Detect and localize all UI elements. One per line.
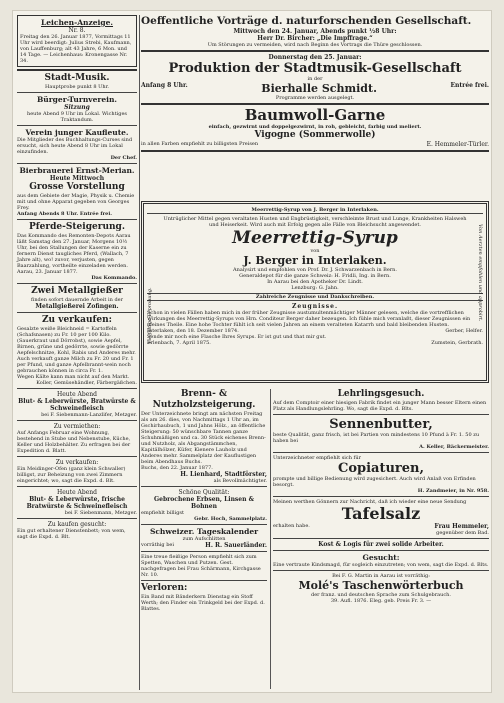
zeugnis2-name: Zumstein, Gerbrath.: [431, 340, 483, 346]
column-divider-2: [270, 389, 271, 689]
right-column: [273, 389, 489, 604]
brenn-sign: H. Lienhard, Stadtförster,: [180, 471, 267, 478]
stadt-musik-title: Stadt-Musik.: [44, 73, 110, 83]
tafel-title: Tafelsalz: [341, 504, 421, 523]
brenn-title: Brenn- & Nutzholzsteigerung.: [152, 389, 256, 410]
syrup-von: von: [310, 248, 320, 254]
tafel-erhalten: erhalten habe.: [273, 523, 310, 529]
vermiethen-text: Auf Anfangs Februar eine Wohnung, bestehend in Stube und Nebenstube, Küche, Keller und Holzbehälter. Zu erfragen bei der Expedition d. Blatt.: [17, 430, 131, 454]
sennen-title: Sennenbutter,: [329, 417, 433, 432]
tafel-sign2: gegenüber dem Bad.: [436, 530, 489, 536]
donnerstag: Donnerstag den 25. Januar:: [268, 54, 362, 61]
syrup-depot3: Lenzburg: G. Jahn.: [291, 285, 339, 291]
person-text: Eine treue fleißige Person empfiehlt sich zum Spetten, Waschen und Putzen. Gest. nachgefragen bei Frau Schärmann, Kirchgasse Nr. 10.: [141, 554, 261, 578]
sennen-sign: A. Keller, Bäckermeister.: [419, 444, 489, 450]
tageskalender: Schweizer. Tageskalender: [149, 527, 259, 536]
turnverein-sub: Sitzung: [64, 104, 90, 111]
zeugnis-title: Zeugnisse.: [291, 303, 339, 310]
zuverkaufen-2: Zu verkaufen:: [55, 459, 99, 466]
blutwurst-1-sign: bei F. Siebenmann-Lanzlifer, Metzger.: [41, 412, 137, 418]
syrup-depot2: In Aarau bei den Apotheker Dr. Lindt.: [267, 279, 363, 285]
syrup-analysed: Analysirt und empfohlen von Prof. Dr. J. Schwarzenbach in Bern.: [233, 267, 397, 273]
verkauf-text: Gesalzte weiße Bleichneid = Kartoffeln (Schafsnasen) zu Fr. 10 per 100 Kilo. (Sauerkraut und Dörrobst), sowie Aepfel, Birnen, grüne und gedörrte, sowie gedörrte Aepfelschnitze, Kohl, Rabis und Anderes mehr. Auch verkauft ganze Milch zu Fr. 20 und Fr. 1 per Pfund, und ganze Apfelbrannt-wein noch gebrauchen können in circa Fr. 1.: [17, 326, 136, 374]
zeugnis-sign: Interlaken, den 18. Dezember 1874.: [147, 328, 239, 334]
zeugnis-name: Gerber, Helfer.: [445, 328, 483, 334]
metall-firm: Metallgießerei Zofingen.: [35, 303, 119, 310]
copi-title: Copiaturen,: [337, 461, 425, 476]
lehrling-title: Lehrlingsgesuch.: [337, 389, 425, 399]
zeugnis2-place: Erlenbach, 7. April 1875.: [147, 340, 211, 346]
blutwurst-2: Blut- & Leberwürste, frische Bratwürste & Schweinefleisch: [26, 496, 128, 510]
copi-sign: H. Zandmeier, in Nr. 958.: [417, 488, 489, 494]
left-column: [17, 15, 137, 540]
middle-column: [141, 389, 267, 612]
vermiethen-title: Zu vermiethen:: [53, 423, 101, 430]
zeugnis-text: Schon in vielen Fällen haben mich in der früher Zeugnisse austumultenmächtiger Männer gelesen, welche die vortrefflichen Wirkungen des Meerrettig-Syrups von Hrn. Conditeur Berger daher bezeugen. Ich fühle mich veranlaßt, dieser Zeugnissen ein meines Theile. Eine hohe Tochter fühlt ich seit vielen Jahren an einem veralteten Katarrh und bald bleibenden Husten.: [147, 310, 471, 328]
copi-intro: Unterzeichneter empfiehlt sich für: [273, 455, 361, 461]
pferde-title: Pferde-Steigerung.: [29, 222, 125, 232]
moel-pre: Bei F. G. Martin in Aarau ist vorräthig:: [332, 573, 430, 579]
moel-text: der franz. und deutschen Sprache zum Schulgebrauch.: [311, 592, 451, 598]
verein-text: Die Mitglieder des Buchhaltungs-Curses sind ersucht, sich heute Abend 8 Uhr im Lokal einzufinden.: [17, 137, 133, 155]
brenn-date: Buchs, den 22. Januar 1877.: [141, 465, 213, 471]
top-section: [141, 15, 489, 154]
tafel-sign: Frau Hemmeler,: [434, 523, 489, 530]
zeugnis2: Sende mir noch eine Flasche Ihres Syrups. Er ist gut und that mir gut.: [147, 334, 327, 340]
verloren-text: Ein Band mit Bänderkern Dienstag ein Stoff Werth; den Finder ein Trinkgeld bei der Expd. d. Blattes.: [141, 594, 265, 612]
syrup-depot: Generaldepot für die ganze Schweiz: H. Fridli, Ing. in Bern.: [239, 273, 391, 279]
anfang: Anfang 8 Uhr.: [141, 82, 188, 89]
obituary-title: Leichen-Anzeige.: [40, 18, 114, 27]
turnverein-text: heute Abend 9 Uhr im Lokal. Wichtiges Traktandum.: [27, 111, 127, 123]
baumwoll-text: einfach, gezwirnt und doppelgezwirnt, in roh, gebleicht, farbig und meliert.: [208, 124, 422, 130]
pferde-sign: Das Kommando.: [91, 275, 137, 281]
sauerlaender: H. R. Sauerländer.: [205, 542, 267, 549]
bierhalle: Bierhalle Schmidt.: [261, 82, 377, 95]
in-der: in der: [307, 76, 323, 82]
heute-abend-2: Heute Abend: [57, 489, 97, 496]
vortraege-line3: Um Störungen zu vermeiden, wird nach Beginn des Vortrags die Thüre geschlossen.: [207, 42, 423, 48]
verkauf-title: Zu verkaufen:: [41, 315, 113, 325]
erbsen-sign: Gebr. Hoch, Sammelplatz.: [194, 516, 267, 522]
gesucht-text: Eine vertraute Kindsmagd, für sogleich einzutreten; von wem, sagt die Expd. d. Blts.: [273, 562, 489, 568]
vigogne-sign: E. Hemmeler-Türler.: [426, 141, 489, 148]
bierbrauerei-title: Bierbrauerei Ernst-Merian.: [19, 166, 135, 175]
bierbrauerei-sub: Heute Mittwoch: [49, 175, 105, 182]
kost-logis: Kost & Logis für zwei solide Arbeiter.: [318, 541, 444, 548]
syrup-advert: [141, 201, 489, 383]
turnverein-title: Bürger-Turnverein.: [36, 95, 118, 104]
obituary-number: Nr. 8.: [68, 27, 86, 34]
verkauf-sign: Koller, Gemüsehändler, Färbergäßchen.: [36, 380, 137, 386]
empfiehlt: empfiehlt billigst: [141, 510, 184, 516]
vigogne-text: in allen Farben empfiehlt zu billigsten Preisen: [141, 141, 259, 147]
blutwurst-2-sign: bei F. Siebenmann, Metzger.: [64, 510, 137, 516]
syrup-side-left: Vielfältige Erprobung.: [147, 287, 153, 344]
verein-title: Verein junger Kaufleute.: [25, 128, 129, 137]
vorraethig: vorräthig bei: [141, 542, 174, 548]
bierbrauerei-head: Grosse Vorstellung: [29, 182, 125, 192]
brenn-sign2: als Bevollmächtigter.: [213, 478, 267, 484]
metall-text: finden sofort dauernde Arbeit in der: [31, 297, 123, 303]
verkauf-text2: Wegen Kälte kann man nicht auf den Markt.: [17, 374, 130, 380]
syrup-side-right: Von Aerzten empfohlen und approbirt.: [477, 224, 483, 322]
syrup-intro: Untrüglicher Mittel gegen veraltaten Husten und Engbrüstigkeit, verschleimte Brust und Lunge, Krankheiten Halsweh und Heiserkeit. Wird auch mit Erfolg gegen alle Fälle von Bleichsucht angewendet.: [163, 216, 467, 228]
heute-abend-1: Heute Abend: [57, 391, 97, 398]
bierbrauerei-foot: Anfang Abends 8 Uhr. Entrée frei.: [17, 211, 112, 217]
verein-sign: Der Chef.: [110, 155, 137, 161]
programme: Programme werden ausgelegt.: [275, 95, 355, 101]
vortraege-line1: Mittwoch den 24. Januar, Abends punkt ½8 Uhr:: [233, 28, 397, 35]
brenn-text: Der Unterzeichnete bringt am nächsten Freitag als am 26. dies, von Nachmittags 1 Uhr an, im Gschirhaubuch, 1 und Jahns Hölz., an öffentliche Steigerung: 50 wünschbare Tannen ganze Schuhmäßigen und ca. 30 Stück eichenes Brenn- und Nutzholz, als Abgangstämmchen, Kapitälhölzer, Küfer, Kienere Lauholz und Anderes mehr. Sammelplatz der Kauflustigen beim Abendhaus Buchs.: [141, 411, 266, 465]
sennen-text: beste Qualität, ganz frisch, ist bei Partien von mindestens 10 Pfund à Fr. 1. 50 zu haben bei: [273, 432, 480, 444]
produktion-heading: Produktion der Stadtmusik-Gesellschaft: [168, 61, 462, 76]
tafel-intro: Meinen werthen Gönnern zur Nachricht, daß ich wieder eine neue Sendung: [273, 499, 467, 505]
verloren-title: Verloren:: [141, 583, 188, 593]
metall-title: Zwei Metallgießer: [31, 286, 123, 296]
tageskalender-zum: zum Aufschlitten: [182, 536, 226, 542]
obituary-box: [17, 15, 137, 67]
blutwurst-1: Blut- & Leberwürste, Bratwürste & Schweinefleisch: [18, 398, 136, 412]
obituary-text: Freitag den 26. Januar 1877, Vormittags 11 Uhr wird beerdigt: Julius Strebi, Kaufmann, von Lauffenburg; alt 43 Jahre, 6 Mon. und 14 Tage. — Leichenhaus: Kronengasse Nr. 34.: [20, 34, 132, 64]
lehrling-text: Auf dem Comptoir einer hiesigen Fabrik findet ein junger Mann besser Eltern einen Platz als Handlungslehrling. Wo, sagt die Expd. d. Blts.: [273, 400, 487, 412]
syrup-maker: J. Berger in Interlaken.: [243, 254, 387, 267]
gesucht-title: Gesucht:: [362, 553, 400, 562]
vigogne: Vigogne (Sommerwolle): [254, 130, 376, 140]
erbsen: Gebrochene Erbsen, Linsen & Bohnen: [154, 496, 254, 510]
kaufen-title: Zu kaufen gesucht:: [47, 521, 107, 528]
copi-text: prompte und billige Bedienung wird zugesichert. Auch wird Anlaß von Erfinden besorgt.: [273, 476, 476, 488]
syrup-top-strip: Meerrettig-Syrup von J. Berger in Interlaken.: [147, 207, 483, 214]
column-divider-1: [139, 15, 140, 690]
stadt-musik-text: Hauptprobe punkt 8 Uhr.: [44, 84, 110, 90]
bierbrauerei-text: aus dem Gebiete der Magie, Physik u. Chemie mit und ohne Apparat gegeben von Georges Frey.: [17, 193, 135, 211]
entree: Entrée frei.: [450, 82, 489, 89]
syrup-product: Meerrettig-Syrup: [232, 228, 398, 248]
meidinger-text: Ein Meidinger-Ofen (ganz klein Schwaller) billigst, zur Beheizung von zwei Zimmern eingerichtet; wo, sagt die Expd. d. Blt.: [17, 466, 126, 484]
vortraege-line2: Herr Dr. Bircher: „Die Impffrage.“: [257, 35, 373, 42]
moel-title: Molé's Taschenwörterbuch: [298, 579, 464, 592]
syrup-bottom-strip: Zahlreiche Zeugnisse und Dankschreiben.: [147, 293, 483, 301]
schoene-qualitaet: Schöne Qualität:: [178, 489, 230, 496]
pferde-text: Das Kommando des Remonten-Depots Aarau läßt Samstag den 27. Januar, Morgens 10½ Uhr, bei den Stallungen der Kaserne ein zu fernern Dienst taugliches Pferd, (Wallach, 7 Jahre alt), wo! zuvor, verjusten, gegen Baarzahlung, vortheilte einzeladen werden.: [17, 233, 131, 269]
pferde-date: Aarau, 23. Januar 1877.: [17, 269, 78, 275]
vortraege-heading: Oeffentliche Vorträge d. naturforschenden Gesellschaft.: [141, 15, 472, 27]
kaufen-text: Ein gut erhaltener Dienstenbett; von wem, sagt die Expd. d. Blt.: [17, 528, 126, 540]
baumwoll-heading: Baumwoll-Garne: [244, 106, 386, 124]
moel-foot: 39. Aufl. 1876. Eleg. geb. Preis Fr. 3. —: [330, 598, 432, 604]
newspaper-page: [12, 10, 492, 693]
